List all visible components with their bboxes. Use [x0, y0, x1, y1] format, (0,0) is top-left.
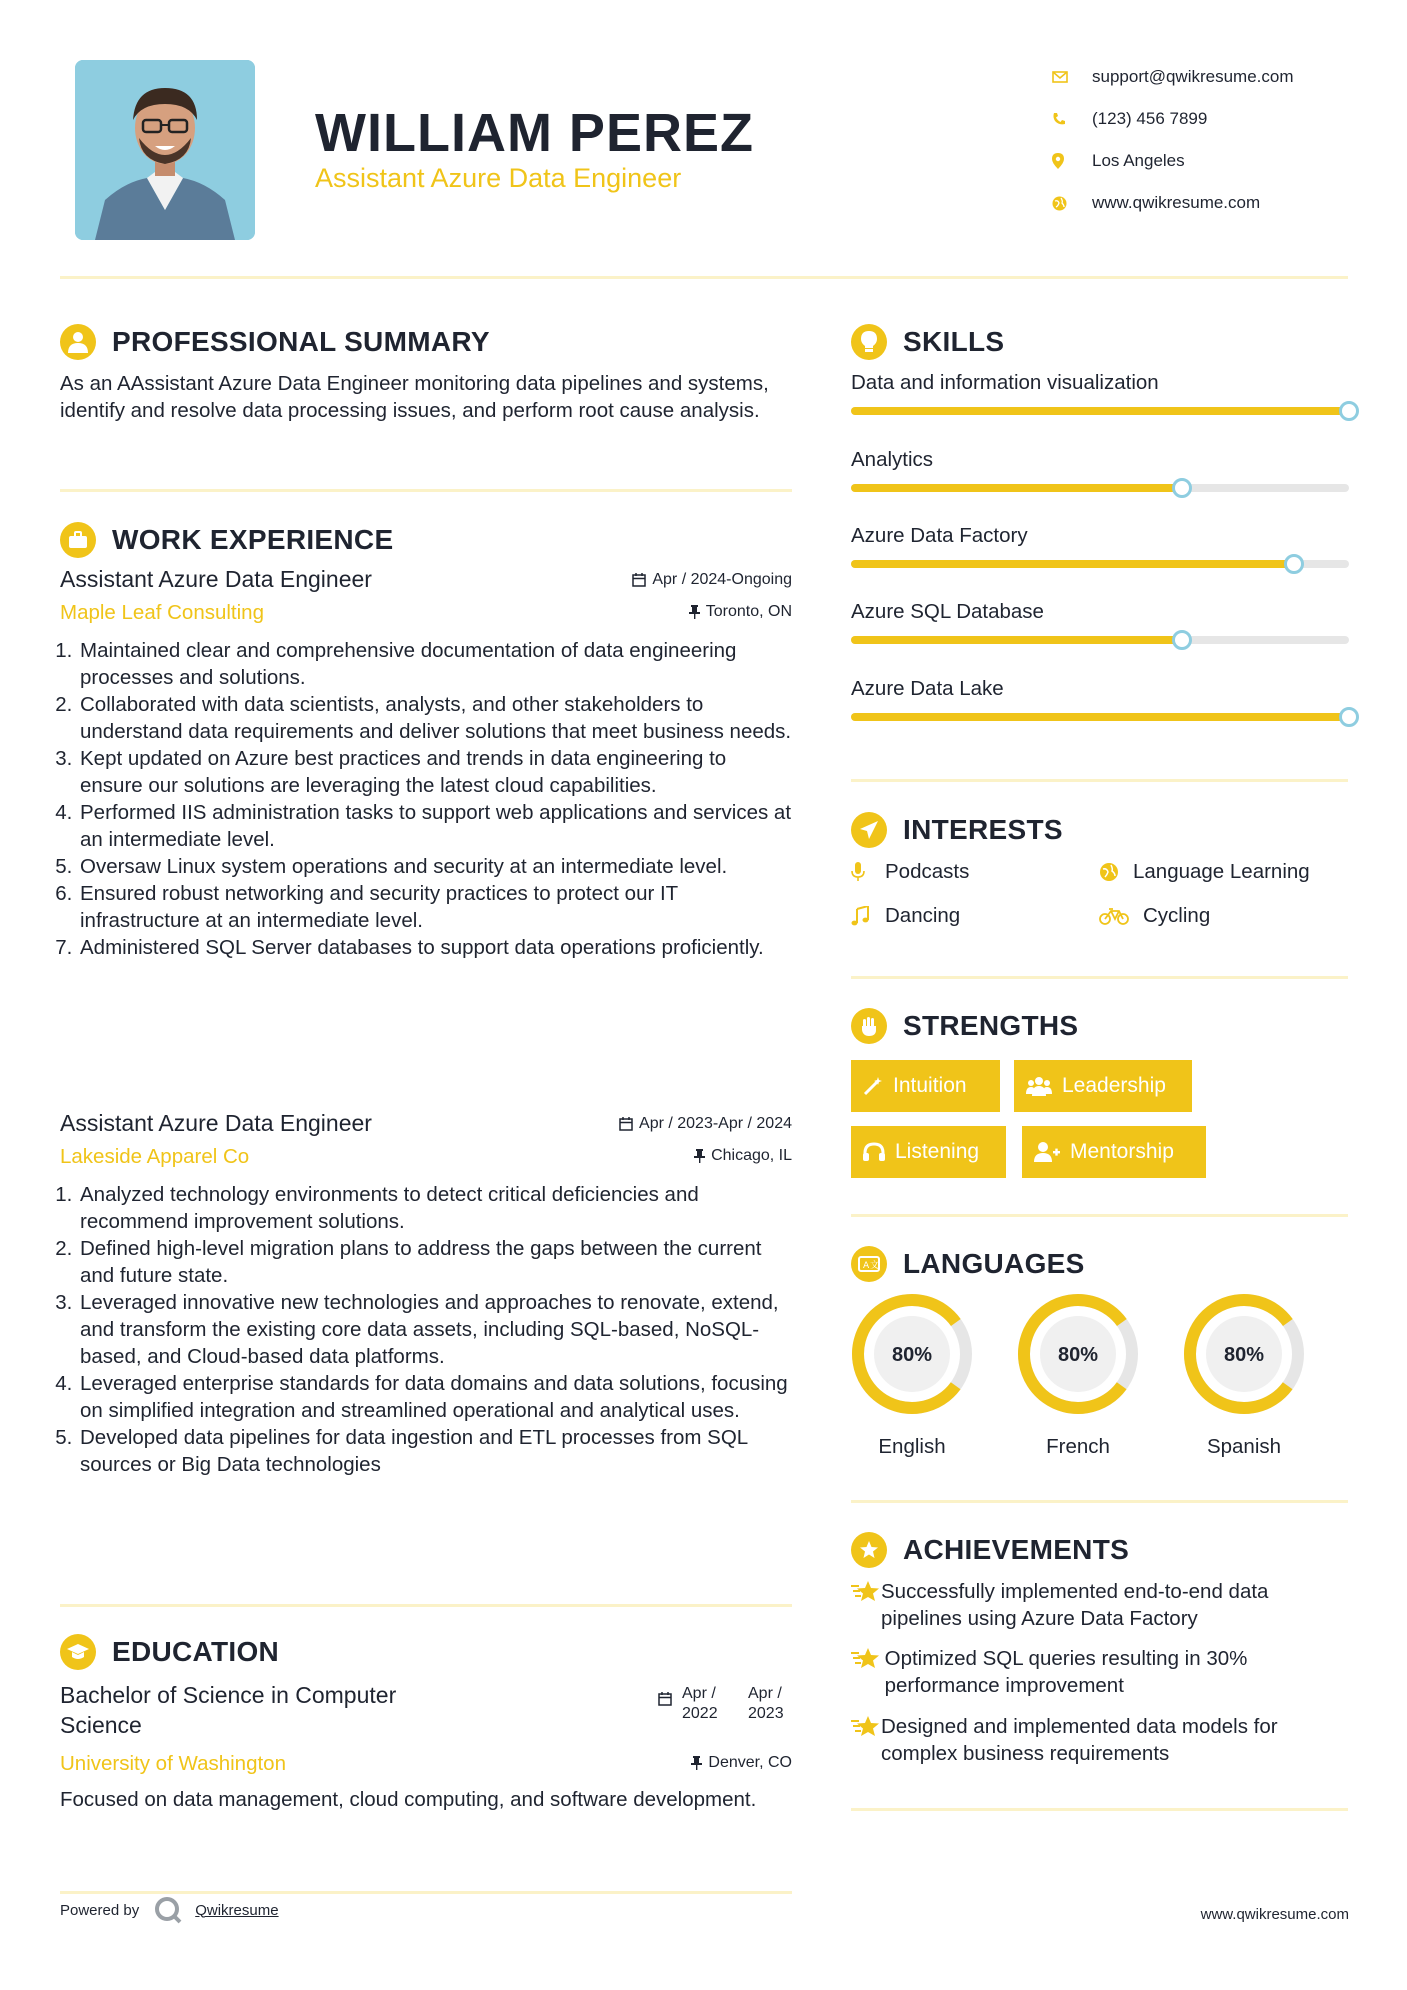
hand-icon: [851, 1008, 887, 1044]
contact-location: [1052, 140, 1372, 182]
school-name: University of Washington: [60, 1752, 286, 1775]
list-item: 4. Performed IIS administration tasks to support web applications and services at an intermediate level.: [78, 799, 792, 853]
strength-tag: Intuition: [851, 1060, 1000, 1112]
education-end: Apr / 2023: [748, 1685, 784, 1722]
phone-text: (123) 456 7899: [1092, 109, 1208, 128]
pin-icon: [689, 605, 700, 619]
list-item: 5. Developed data pipelines for data ingestion and ETL processes from SQL sources or Big Data technologies: [78, 1424, 792, 1478]
globe-icon: [1052, 196, 1092, 211]
language-ring: [1016, 1292, 1140, 1416]
achievements-heading: [851, 1532, 1129, 1568]
skill-item: Azure Data Lake: [851, 677, 1349, 721]
list-item: 7. Administered SQL Server databases to support data operations proficiently.: [78, 934, 792, 961]
skill-bar-fill: [851, 713, 1349, 721]
skill-item: Analytics: [851, 448, 1349, 492]
work-title: WORK EXPERIENCE: [112, 524, 394, 555]
skill-bar: [851, 407, 1349, 415]
lightbulb-icon: [851, 324, 887, 360]
interests-heading: [851, 812, 1063, 848]
skill-bar-knob: [1284, 554, 1304, 574]
summary-heading: [60, 324, 490, 360]
summary-title: PROFESSIONAL SUMMARY: [112, 326, 490, 357]
job-title: Assistant Azure Data Engineer: [60, 1110, 372, 1136]
svg-text:文: 文: [870, 1261, 880, 1271]
skills-heading: [851, 324, 1004, 360]
list-item: 2. Collaborated with data scientists, analysts, and other stakeholders to understand data requirements and deliver solutions that meet business needs.: [78, 691, 792, 745]
paper-plane-icon: [851, 812, 887, 848]
achievement-item: Successfully implemented end-to-end data pipelines using Azure Data Factory: [851, 1578, 1349, 1632]
candidate-title: Assistant Azure Data Engineer: [315, 163, 682, 193]
headphones-icon: [863, 1142, 885, 1162]
strength-tag: Leadership: [1014, 1060, 1192, 1112]
education-dates: [658, 1680, 792, 1740]
job-date: Apr / 2023-Apr / 2024: [619, 1115, 792, 1133]
user-plus-icon: [1034, 1142, 1060, 1162]
interests-title: INTERESTS: [903, 814, 1063, 845]
achievement-item: Designed and implemented data models for complex business requirements: [851, 1713, 1349, 1767]
skill-bar: [851, 713, 1349, 721]
education-heading: [60, 1634, 279, 1670]
qwikresume-link[interactable]: Qwikresume: [195, 1901, 279, 1919]
location-text: Los Angeles: [1092, 151, 1185, 170]
skill-bar: [851, 484, 1349, 492]
languages-title: LANGUAGES: [903, 1248, 1085, 1279]
list-item: 2. Defined high-level migration plans to address the gaps between the current and future state.: [78, 1235, 792, 1289]
job-duties-list: [60, 637, 792, 961]
interest-item: Cycling: [1099, 904, 1210, 928]
graduation-icon: [60, 1634, 96, 1670]
language-name: Spanish: [1206, 1435, 1282, 1458]
language-name: French: [1046, 1435, 1110, 1458]
svg-text:80%: 80%: [891, 1344, 933, 1366]
strength-tag: Mentorship: [1022, 1126, 1206, 1178]
list-item: 1. Analyzed technology environments to detect critical deficiencies and recommend improvement solutions.: [78, 1181, 792, 1235]
languages-divider: [851, 1500, 1348, 1503]
profile-photo: [75, 60, 255, 240]
achievement-item: Optimized SQL queries resulting in 30% performance improvement: [851, 1645, 1349, 1699]
contact-website[interactable]: [1052, 182, 1372, 224]
skill-bar-knob: [1339, 707, 1359, 727]
education-start: Apr / 2022: [682, 1685, 718, 1722]
language-ring: [850, 1292, 974, 1416]
star-icon: [851, 1713, 881, 1767]
strengths-title: STRENGTHS: [903, 1010, 1079, 1041]
contact-phone[interactable]: [1052, 98, 1372, 140]
language-ring: [1182, 1292, 1306, 1416]
email-text: support@qwikresume.com: [1092, 67, 1294, 86]
skill-bar-fill: [851, 484, 1182, 492]
skill-item: Data and information visualization: [851, 371, 1349, 415]
job-duties-list: [60, 1181, 792, 1478]
job-company: Lakeside Apparel Co: [60, 1145, 250, 1168]
calendar-icon: [658, 1692, 672, 1706]
job-date: Apr / 2024-Ongoing: [632, 571, 792, 589]
language-item: [850, 1292, 974, 1459]
svg-text:80%: 80%: [1223, 1344, 1265, 1366]
star-icon: [851, 1645, 885, 1699]
skills-divider: [851, 779, 1348, 782]
achievements-divider: [851, 1808, 1348, 1811]
languages-heading: [851, 1246, 1085, 1282]
website-text: www.qwikresume.com: [1092, 193, 1261, 212]
skill-bar-knob: [1339, 401, 1359, 421]
education-entry: [60, 1680, 792, 1813]
skill-bar-fill: [851, 636, 1182, 644]
svg-text:80%: 80%: [1057, 1344, 1099, 1366]
svg-text:A: A: [863, 1261, 870, 1271]
list-item: 1. Maintained clear and comprehensive documentation of data engineering processes and solutions.: [78, 637, 792, 691]
skill-item: Azure Data Factory: [851, 524, 1349, 568]
interest-item: Podcasts: [851, 860, 969, 884]
work-heading: [60, 522, 393, 558]
users-icon: [1026, 1076, 1052, 1096]
summary-text: As an AAssistant Azure Data Engineer monitoring data pipelines and systems, identify and resolve data processing issues, and perform root cause analysis.: [60, 372, 769, 422]
language-name: English: [878, 1435, 946, 1458]
envelope-icon: [1052, 71, 1092, 83]
bicycle-icon: [1099, 907, 1143, 925]
education-description: Focused on data management, cloud computing, and software development.: [60, 1788, 757, 1811]
job-title: Assistant Azure Data Engineer: [60, 566, 372, 592]
summary-divider: [60, 489, 792, 492]
skill-bar-knob: [1172, 630, 1192, 650]
skill-bar: [851, 560, 1349, 568]
strengths-heading: [851, 1008, 1078, 1044]
strengths-divider: [851, 1214, 1348, 1217]
pin-icon: [691, 1756, 702, 1770]
strength-tag: Listening: [851, 1126, 1006, 1178]
education-title: EDUCATION: [112, 1636, 280, 1667]
job-entry-2: [60, 1110, 792, 1478]
footer-url[interactable]: www.qwikresume.com: [1200, 1906, 1349, 1923]
magic-wand-icon: [863, 1076, 883, 1096]
language-item: [1016, 1292, 1140, 1459]
degree: Bachelor of Science in Computer Science: [60, 1682, 397, 1738]
trophy-icon: [851, 1532, 887, 1568]
interests-divider: [851, 976, 1348, 979]
star-icon: [851, 1578, 881, 1632]
user-icon: [60, 324, 96, 360]
globe-icon: [1099, 862, 1133, 882]
job-entry-1: [60, 566, 792, 961]
microphone-icon: [851, 862, 885, 882]
education-location: Denver, CO: [691, 1754, 792, 1772]
list-item: 3. Kept updated on Azure best practices and trends in data engineering to ensure our solutions are leveraging the latest cloud capabilities.: [78, 745, 792, 799]
language-item: [1182, 1292, 1306, 1459]
job-company: Maple Leaf Consulting: [60, 601, 264, 624]
interest-item: Language Learning: [1099, 860, 1310, 884]
list-item: 4. Leveraged enterprise standards for data domains and data solutions, focusing on simplified integration and streamlined operational and analytical uses.: [78, 1370, 792, 1424]
header-divider: [60, 276, 1348, 279]
candidate-name: WILLIAM PEREZ: [315, 103, 754, 163]
work-divider: [60, 1604, 792, 1607]
skill-bar-knob: [1172, 478, 1192, 498]
job-location: Toronto, ON: [689, 603, 792, 621]
list-item: 3. Leveraged innovative new technologies and approaches to renovate, extend, and transform the existing core data assets, including SQL-based, NoSQL-based, and Cloud-based data platforms.: [78, 1289, 792, 1370]
contact-email[interactable]: [1052, 56, 1372, 98]
education-divider: [60, 1891, 792, 1894]
skills-title: SKILLS: [903, 326, 1005, 357]
footer-powered-by: Powered by Qwikresume: [60, 1895, 279, 1925]
music-note-icon: [851, 906, 885, 926]
skill-item: Azure SQL Database: [851, 600, 1349, 644]
skill-bar: [851, 636, 1349, 644]
achievements-title: ACHIEVEMENTS: [903, 1534, 1130, 1565]
briefcase-icon: [60, 522, 96, 558]
phone-icon: [1052, 112, 1092, 126]
skill-bar-fill: [851, 560, 1294, 568]
job-location: Chicago, IL: [694, 1147, 792, 1165]
map-pin-icon: [1052, 153, 1092, 169]
pin-icon: [694, 1149, 705, 1163]
list-item: 6. Ensured robust networking and security practices to protect our IT infrastructure at an intermediate level.: [78, 880, 792, 934]
contact-list: [1052, 56, 1372, 224]
skill-bar-fill: [851, 407, 1349, 415]
calendar-icon: [632, 573, 646, 587]
qwikresume-logo-icon: [153, 1895, 183, 1925]
language-icon: [851, 1246, 887, 1282]
calendar-icon: [619, 1117, 633, 1131]
interest-item: Dancing: [851, 904, 960, 928]
list-item: 5. Oversaw Linux system operations and security at an intermediate level.: [78, 853, 792, 880]
